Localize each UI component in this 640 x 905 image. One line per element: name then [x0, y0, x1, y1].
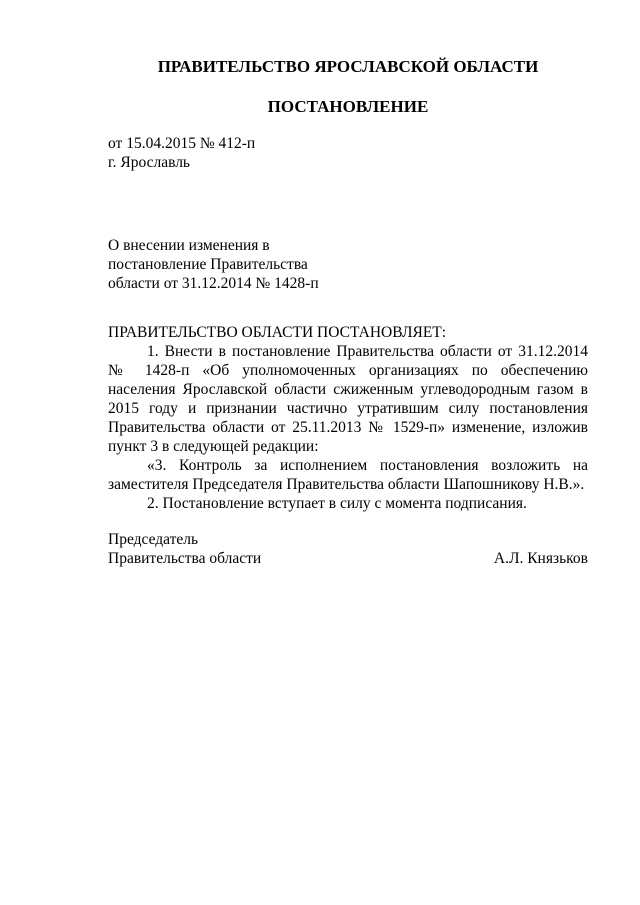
- document-date-number: от 15.04.2015 № 412-п: [108, 135, 256, 152]
- paragraph-item-1: 1. Внести в постановление Правительства области от 31.12.2014 № 1428-п «Об уполномоченных организациях по обеспечению населения Ярославской области сжиженным углеводородным газом в 2015 году и признании частично утратившим силу постановления Правительства области от 25.11.2013 № 1529-п» изменение, изложив пункт 3 в следующей редакции:: [108, 343, 588, 455]
- document-meta: [108, 134, 588, 172]
- decree-heading: ПРАВИТЕЛЬСТВО ОБЛАСТИ ПОСТАНОВЛЯЕТ:: [108, 324, 447, 341]
- subject-line-2: постановление Правительства: [108, 256, 308, 273]
- paragraph-quote: «3. Контроль за исполнением постановления возложить на заместителя Председателя Правительства области Шапошникову Н.В.».: [108, 457, 588, 493]
- document-organization-title: ПРАВИТЕЛЬСТВО ЯРОСЛАВСКОЙ ОБЛАСТИ: [157, 57, 539, 76]
- subject-line-3: области от 31.12.2014 № 1428-п: [108, 275, 319, 292]
- subject-line-1: О внесении изменения в: [108, 237, 270, 254]
- signatory-name: А.Л. Князьков: [493, 550, 588, 567]
- document-subject: [108, 236, 588, 293]
- signature-row: [108, 549, 588, 568]
- paragraph-item-2: 2. Постановление вступает в силу с момента подписания.: [147, 495, 527, 512]
- document-city: г. Ярославль: [108, 154, 190, 171]
- signature-block: [108, 530, 588, 568]
- document-type-title: ПОСТАНОВЛЕНИЕ: [267, 97, 429, 116]
- document-body: [108, 323, 588, 513]
- signatory-title-line-1: Председатель: [108, 531, 199, 548]
- signatory-title-line-2: Правительства области: [108, 550, 262, 567]
